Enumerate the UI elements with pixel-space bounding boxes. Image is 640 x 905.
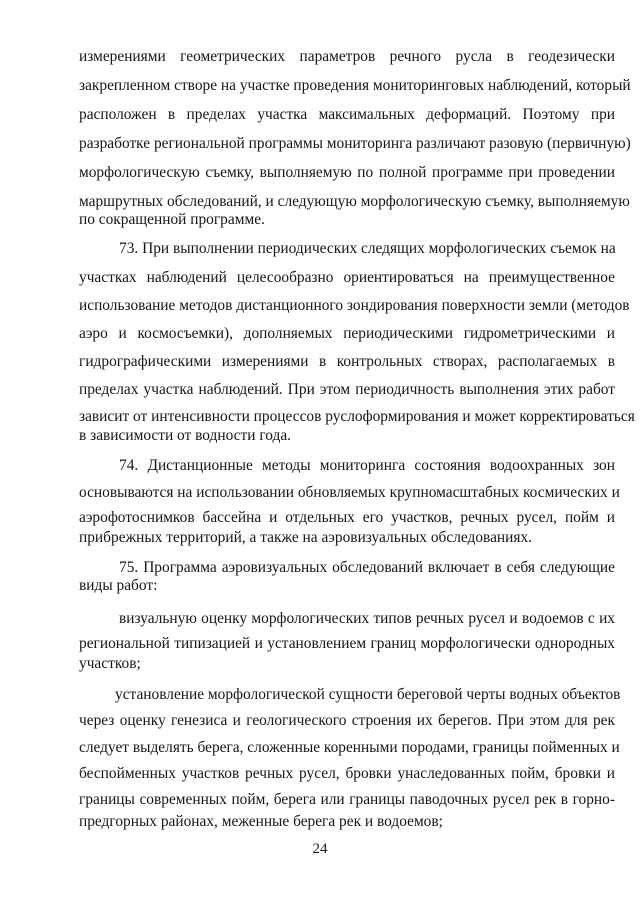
text-line: разработке региональной программы мониторинга различают разовую (первичную) [79, 135, 631, 152]
text-line: в зависимости от водности года. [79, 427, 292, 444]
text-line: участках наблюдений целесообразно ориентироваться на преимущественное [79, 269, 615, 286]
text-line: закрепленном створе на участке проведения мониторинговых наблюдений, который [79, 77, 631, 94]
text-line: по сокращенной программе. [79, 211, 265, 228]
text-line: следует выделять берега, сложенные коренными породами, границы пойменных и [79, 739, 620, 756]
paragraph-73-first-line: 73. При выполнении периодических следящих морфологических съемок на [119, 240, 616, 257]
text-line: маршрутных обследований, и следующую морфологическую съемку, выполняемую [79, 193, 630, 210]
text-line: беспойменных участков речных русел, бровки унаследованных пойм, бровки и [79, 765, 615, 782]
list-item-first-line: установление морфологической сущности береговой черты водных объектов [115, 686, 621, 703]
list-item-first-line: визуальную оценку морфологических типов речных русел и водоемов с их [119, 610, 615, 627]
text-line: пределах участка наблюдений. При этом периодичность выполнения этих работ [79, 381, 615, 398]
text-line: границы современных пойм, берега или границы паводочных русел рек в горно- [79, 791, 615, 808]
text-line: виды работ: [79, 577, 158, 594]
paragraph-74-first-line: 74. Дистанционные методы мониторинга состояния водоохранных зон [119, 457, 615, 474]
text-line: аэрофотоснимков бассейна и отдельных его участков, речных русел, пойм и [79, 509, 615, 526]
text-line: прибрежных территорий, а также на аэровизуальных обследованиях. [79, 529, 533, 546]
paragraph-75-first-line: 75. Программа аэровизуальных обследований включает в себя следующие [119, 559, 615, 576]
text-line: региональной типизацией и установлением границ морфологически однородных [79, 635, 615, 652]
text-line: аэро и космосъемки), дополняемых периодическими гидрометрическими и [79, 325, 615, 342]
text-line: участков; [79, 655, 141, 672]
text-line: зависит от интенсивности процессов руслоформирования и может корректироваться [79, 408, 635, 425]
text-line: использование методов дистанционного зондирования поверхности земли (методов [79, 297, 630, 314]
text-line: основываются на использовании обновляемых крупномасштабных космических и [79, 484, 620, 501]
page-number: 24 [312, 841, 328, 857]
text-line: измерениями геометрических параметров речного русла в геодезически [79, 48, 615, 65]
text-line: морфологическую съемку, выполняемую по полной программе при проведении [79, 164, 615, 181]
text-line: гидрографическими измерениями в контрольных створах, располагаемых в [79, 353, 615, 370]
text-line: предгорных районах, меженные берега рек и водоемов; [79, 813, 443, 830]
text-line: расположен в пределах участка максимальных деформаций. Поэтому при [79, 106, 615, 123]
text-line: через оценку генезиса и геологического строения их берегов. При этом для рек [79, 712, 615, 729]
